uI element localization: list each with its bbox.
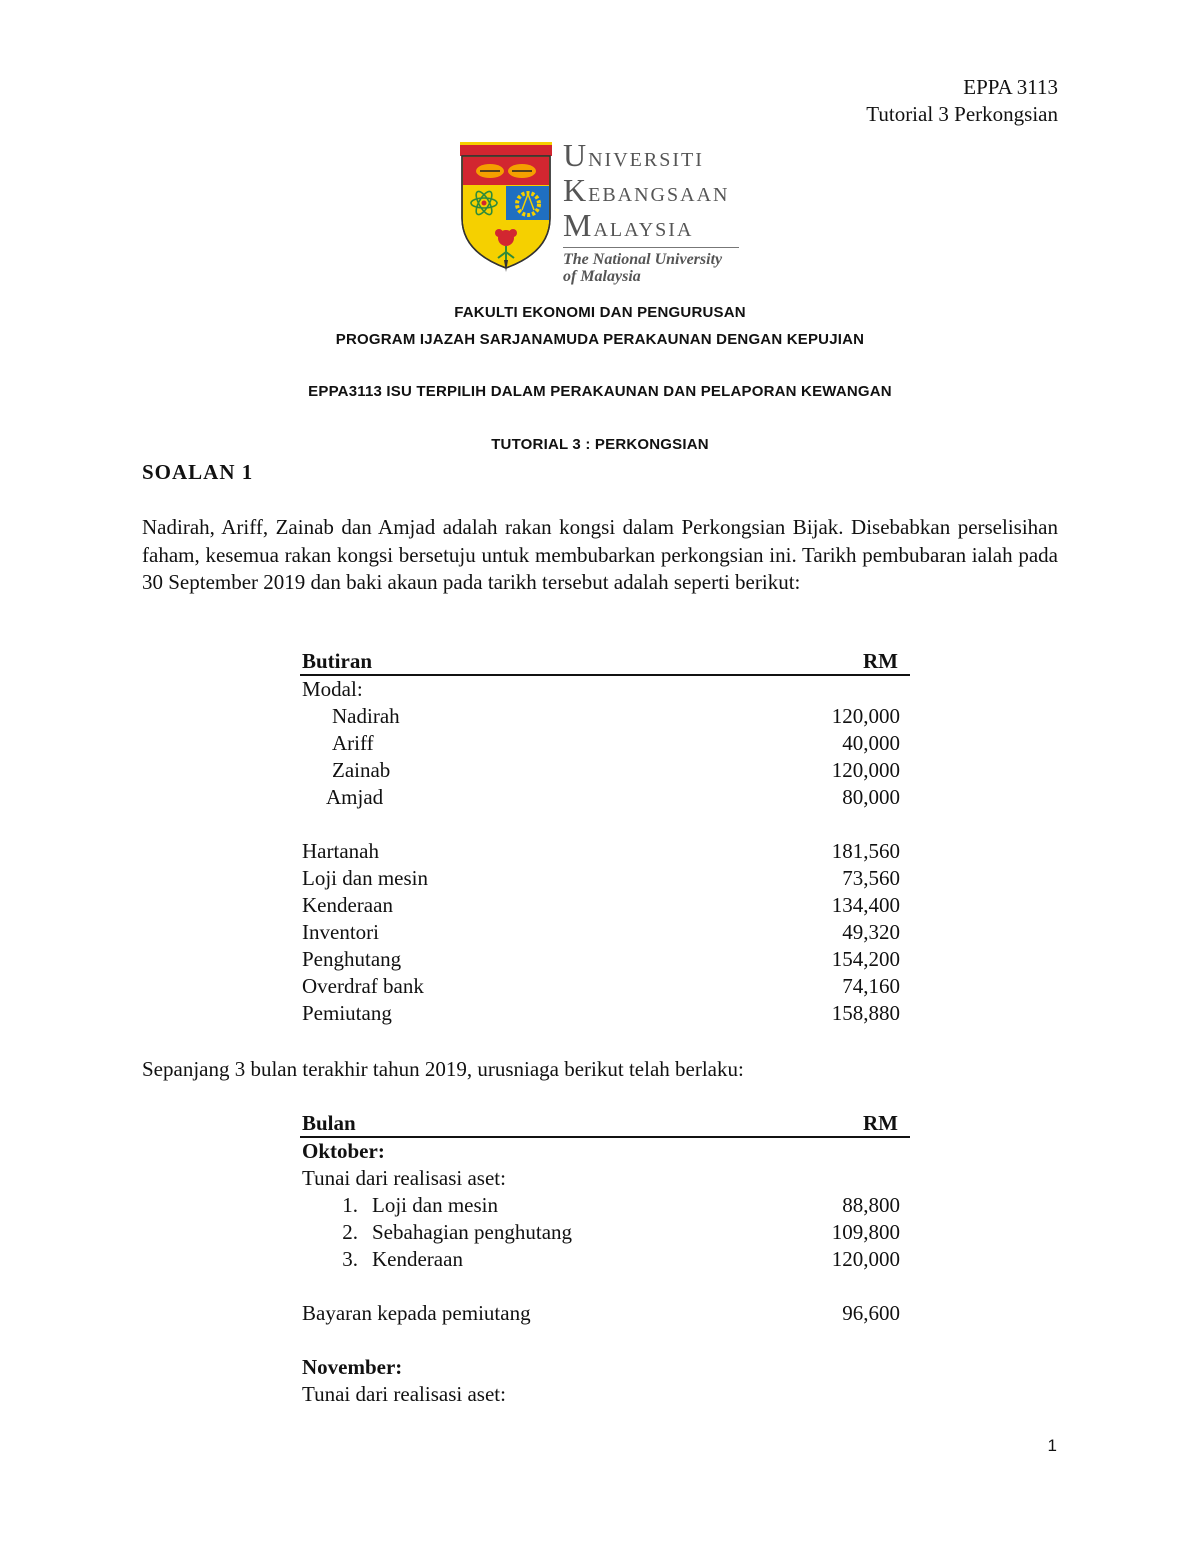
faculty-title: FAKULTI EKONOMI DAN PENGURUSAN — [454, 304, 746, 321]
table-row — [300, 865, 910, 892]
list-item-name: Kenderaan — [372, 1247, 463, 1271]
balances-table — [300, 648, 910, 1027]
wordmark-tagline-1: The National University — [563, 251, 723, 268]
course-title: EPPA3113 ISU TERPILIH DALAM PERAKAUNAN DAN PELAPORAN KEWANGAN — [308, 383, 892, 400]
table-row — [300, 730, 910, 757]
list-item — [300, 1219, 910, 1246]
capital-amount: 120,000 — [831, 704, 900, 728]
column-header-amount: RM — [863, 1111, 898, 1135]
wordmark-divider — [563, 247, 739, 248]
capital-label: Modal: — [302, 677, 363, 701]
table-row — [300, 1138, 910, 1165]
capital-amount: 40,000 — [842, 731, 900, 755]
table-row — [300, 946, 910, 973]
table-row — [300, 1300, 910, 1327]
table-row — [300, 676, 910, 703]
university-wordmark — [563, 137, 739, 285]
table-row — [300, 892, 910, 919]
item-amount: 73,560 — [842, 866, 900, 890]
month-october-label: Oktober: — [302, 1139, 385, 1163]
payment-amount: 96,600 — [842, 1301, 900, 1325]
item-amount: 154,200 — [831, 947, 900, 971]
list-item-name: Sebahagian penghutang — [372, 1220, 573, 1244]
capital-name: Ariff — [332, 731, 374, 755]
list-number: 2. — [342, 1220, 358, 1244]
wordmark-line3-cap: M — [563, 207, 594, 243]
list-item — [300, 1246, 910, 1273]
payment-label: Bayaran kepada pemiutang — [302, 1301, 531, 1325]
table-header-row — [300, 1110, 910, 1138]
tutorial-title: TUTORIAL 3 : PERKONGSIAN — [491, 436, 709, 453]
wordmark-tagline-2: of Malaysia — [563, 268, 641, 285]
question-heading: SOALAN 1 — [142, 460, 254, 484]
wordmark-line3: ALAYSIA — [593, 219, 694, 241]
table-row — [300, 973, 910, 1000]
item-name: Overdraf bank — [302, 974, 424, 998]
capital-name: Zainab — [332, 758, 391, 782]
question-paragraph: Nadirah, Ariff, Zainab dan Amjad adalah rakan kongsi dalam Perkongsian Bijak. Disebabkan perselisihan faham, kesemua rakan kongsi bersetuju untuk membubarkan perkongsian ini. Tarikh pembubaran ialah pada 30 September 2019 dan baki akaun pada tarikh tersebut adalah seperti berikut: — [142, 515, 1058, 594]
capital-amount: 80,000 — [842, 785, 900, 809]
item-name: Penghutang — [302, 947, 402, 971]
course-code: EPPA 3113 — [963, 75, 1058, 99]
table-row — [300, 1165, 910, 1192]
month-november-label: November: — [302, 1355, 403, 1379]
list-item — [300, 1192, 910, 1219]
table-row — [300, 919, 910, 946]
item-name: Pemiutang — [302, 1001, 392, 1025]
table-row — [300, 1000, 910, 1027]
list-item-amount: 120,000 — [831, 1247, 900, 1271]
item-name: Kenderaan — [302, 893, 393, 917]
list-item-amount: 88,800 — [842, 1193, 900, 1217]
column-header-month: Bulan — [302, 1111, 356, 1135]
realisation-label: Tunai dari realisasi aset: — [302, 1382, 506, 1406]
item-amount: 49,320 — [842, 920, 900, 944]
wordmark-line2-cap: K — [563, 172, 589, 208]
list-item-amount: 109,800 — [831, 1220, 900, 1244]
wordmark-line2: EBANGSAAN — [588, 184, 730, 206]
item-name: Loji dan mesin — [302, 866, 428, 890]
transactions-intro: Sepanjang 3 bulan terakhir tahun 2019, urusniaga berikut telah berlaku: — [142, 1057, 744, 1081]
item-amount: 74,160 — [842, 974, 900, 998]
item-amount: 134,400 — [831, 893, 900, 917]
page-number: 1 — [1047, 1436, 1057, 1455]
item-amount: 181,560 — [831, 839, 900, 863]
program-title: PROGRAM IJAZAH SARJANAMUDA PERAKAUNAN DENGAN KEPUJIAN — [335, 331, 865, 348]
transactions-table — [300, 1110, 910, 1408]
item-name: Hartanah — [302, 839, 379, 863]
wordmark-line1-cap: U — [563, 137, 589, 173]
list-number: 1. — [342, 1193, 358, 1217]
column-header-item: Butiran — [302, 649, 373, 673]
list-number: 3. — [342, 1247, 358, 1271]
document-subtitle: Tutorial 3 Perkongsian — [866, 102, 1058, 126]
realisation-label: Tunai dari realisasi aset: — [302, 1166, 506, 1190]
item-name: Inventori — [302, 920, 379, 944]
table-row — [300, 757, 910, 784]
table-row — [300, 1354, 910, 1381]
university-crest-logo — [458, 140, 554, 274]
item-amount: 158,880 — [831, 1001, 900, 1025]
table-row — [300, 703, 910, 730]
table-row — [300, 838, 910, 865]
wordmark-line1: NIVERSITI — [588, 149, 704, 171]
table-header-row — [300, 648, 910, 676]
capital-amount: 120,000 — [831, 758, 900, 782]
capital-name: Nadirah — [332, 704, 400, 728]
column-header-amount: RM — [863, 649, 898, 673]
list-item-name: Loji dan mesin — [372, 1193, 498, 1217]
table-row — [300, 784, 910, 811]
capital-name: Amjad — [326, 785, 384, 809]
table-row — [300, 1381, 910, 1408]
